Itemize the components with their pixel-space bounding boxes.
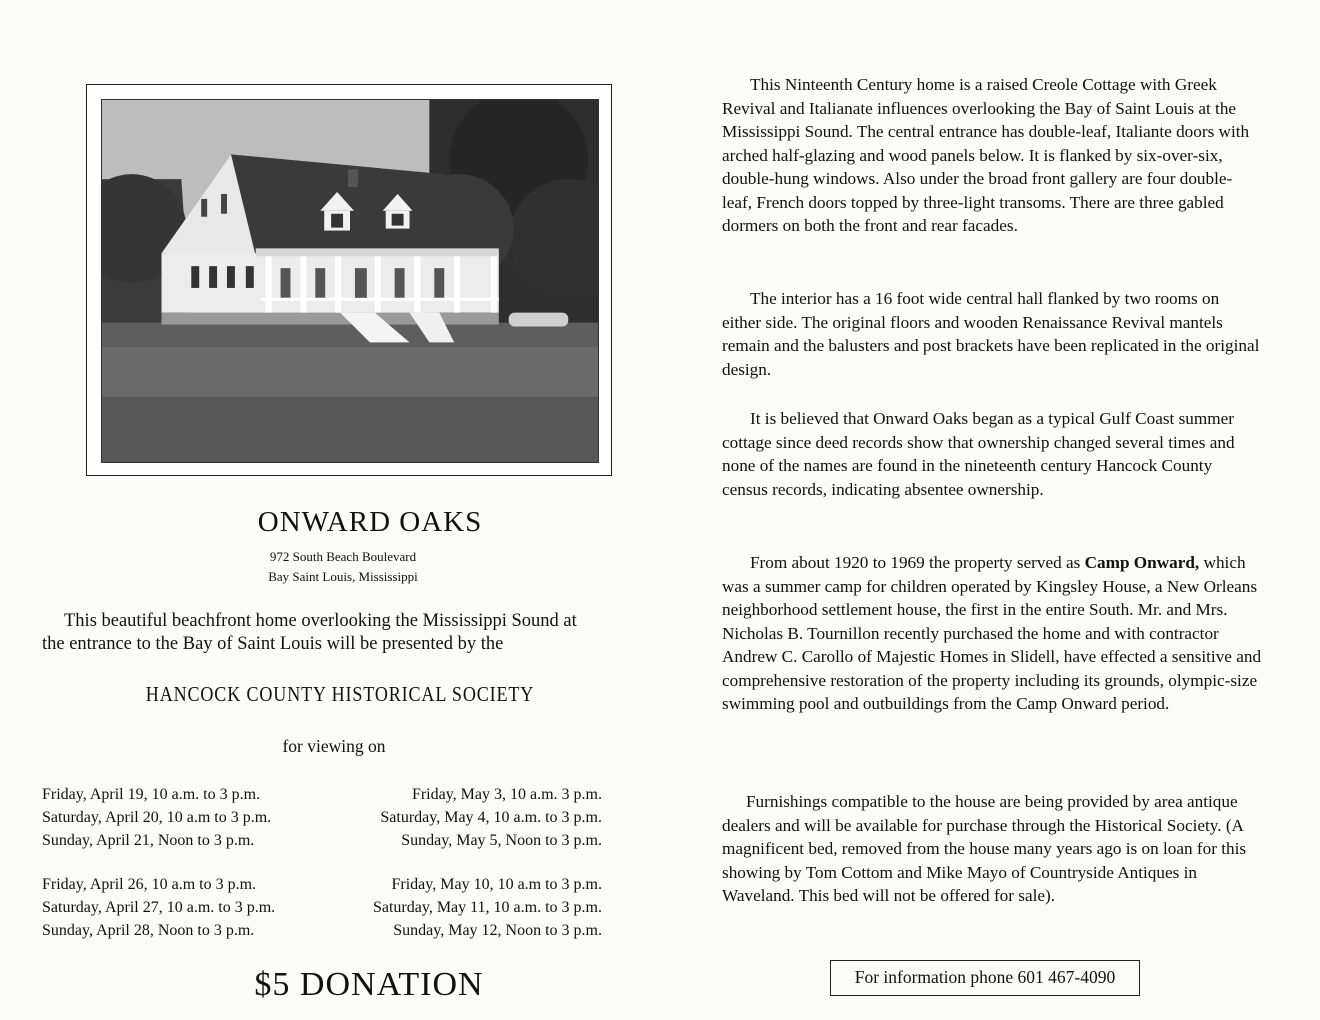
schedule-entry: Friday, May 3, 10 a.m. 3 p.m. bbox=[411, 786, 602, 803]
paragraph-architecture bbox=[722, 73, 1262, 238]
house-photo bbox=[101, 99, 599, 463]
paragraph-text-part: From about 1920 to 1969 the property served as bbox=[750, 553, 1085, 572]
paragraph-text: It is believed that Onward Oaks began as a typical Gulf Coast summer cottage since deed records show that ownership changed several times and none of the names are found in the nineteenth century Hancock County census records, indicating absentee ownership. bbox=[722, 409, 1235, 499]
schedule-april-week2 bbox=[42, 873, 275, 942]
society-name: HANCOCK COUNTY HISTORICAL SOCIETY bbox=[145, 682, 535, 706]
schedule-entry: Saturday, April 27, 10 a.m. to 3 p.m. bbox=[42, 899, 276, 916]
paragraph-text bbox=[722, 551, 1262, 716]
address-street: 972 South Beach Boulevard bbox=[269, 549, 417, 564]
paragraph-text: The interior has a 16 foot wide central hall flanked by two rooms on either side. The original floors and wooden Renaissance Revival mantels remain and the balusters and post brackets have been replicated in the original design. bbox=[722, 289, 1260, 379]
house-illustration bbox=[102, 100, 598, 462]
page-title: ONWARD OAKS bbox=[257, 506, 483, 538]
intro-line-1: This beautiful beachfront home overlooking the Mississippi Sound at bbox=[64, 611, 577, 631]
intro-line-2: the entrance to the Bay of Saint Louis will be presented by the bbox=[42, 634, 504, 654]
paragraph-text-part: which was a summer camp for children operated by Kingsley House, a New Orleans neighborhood settlement house, the first in the entire South. Mr. and Mrs. Nicholas B. Tournillon recently purchased the home and with contractor Andrew C. Carollo of Majestic Homes in Slidell, have effected a sensitive and comprehensive restoration of the property including its grounds, olympic-size swimming pool and outbuildings from the Camp Onward period. bbox=[722, 553, 1262, 713]
paragraph-text: Furnishings compatible to the house are being provided by area antique dealers and will be available for purchase through the Historical Society. (A magnificent bed, removed from the house many years ago is on loan for this showing by Tom Cottom and Mike Mayo of Countryside Antiques in Waveland. This bed will not be offered for sale). bbox=[722, 792, 1247, 905]
schedule-april-week1 bbox=[42, 783, 271, 852]
right-page bbox=[660, 0, 1320, 1020]
schedule-entry: Friday, April 19, 10 a.m. to 3 p.m. bbox=[42, 786, 261, 803]
schedule-may-week1 bbox=[380, 783, 602, 852]
address-city: Bay Saint Louis, Mississippi bbox=[268, 569, 418, 584]
schedule-entry: Saturday, May 4, 10 a.m. to 3 p.m. bbox=[380, 809, 602, 826]
schedule-entry: Friday, April 26, 10 a.m to 3 p.m. bbox=[42, 876, 257, 893]
donation-label: $5 DONATION bbox=[254, 966, 484, 1003]
intro-text bbox=[42, 610, 632, 656]
info-phone-box: For information phone 601 467-4090 bbox=[830, 960, 1140, 996]
schedule-entry: Saturday, May 11, 10 a.m. to 3 p.m. bbox=[372, 899, 602, 916]
paragraph-camp-onward bbox=[722, 551, 1262, 716]
schedule-entry: Sunday, May 12, Noon to 3 p.m. bbox=[393, 922, 602, 939]
schedule-may-week2 bbox=[373, 873, 602, 942]
schedule-entry: Sunday, April 28, Noon to 3 p.m. bbox=[42, 922, 255, 939]
house-photo-frame bbox=[86, 84, 612, 476]
schedule-entry: Sunday, May 5, Noon to 3 p.m. bbox=[401, 832, 602, 849]
camp-onward-bold: Camp Onward, bbox=[1084, 553, 1200, 572]
paragraph-text: This Ninteenth Century home is a raised Creole Cottage with Greek Revival and Italianate influences overlooking the Bay of Saint Louis at the Mississippi Sound. The central entrance has double-leaf, Italiante doors with arched half-glazing and wood panels below. It is flanked by six-over-six, double-hung windows. Also under the broad front gallery are four double-leaf, French doors topped by three-light transoms. There are three gabled dormers on both the front and rear facades. bbox=[722, 75, 1250, 235]
schedule-entry: Sunday, April 21, Noon to 3 p.m. bbox=[42, 832, 255, 849]
paragraph-furnishings bbox=[722, 790, 1262, 908]
paragraph-interior bbox=[722, 287, 1262, 381]
schedule-entry: Saturday, April 20, 10 a.m to 3 p.m. bbox=[42, 809, 272, 826]
paragraph-history bbox=[722, 407, 1262, 501]
viewing-label: for viewing on bbox=[282, 736, 386, 756]
schedule-entry: Friday, May 10, 10 a.m to 3 p.m. bbox=[391, 876, 602, 893]
